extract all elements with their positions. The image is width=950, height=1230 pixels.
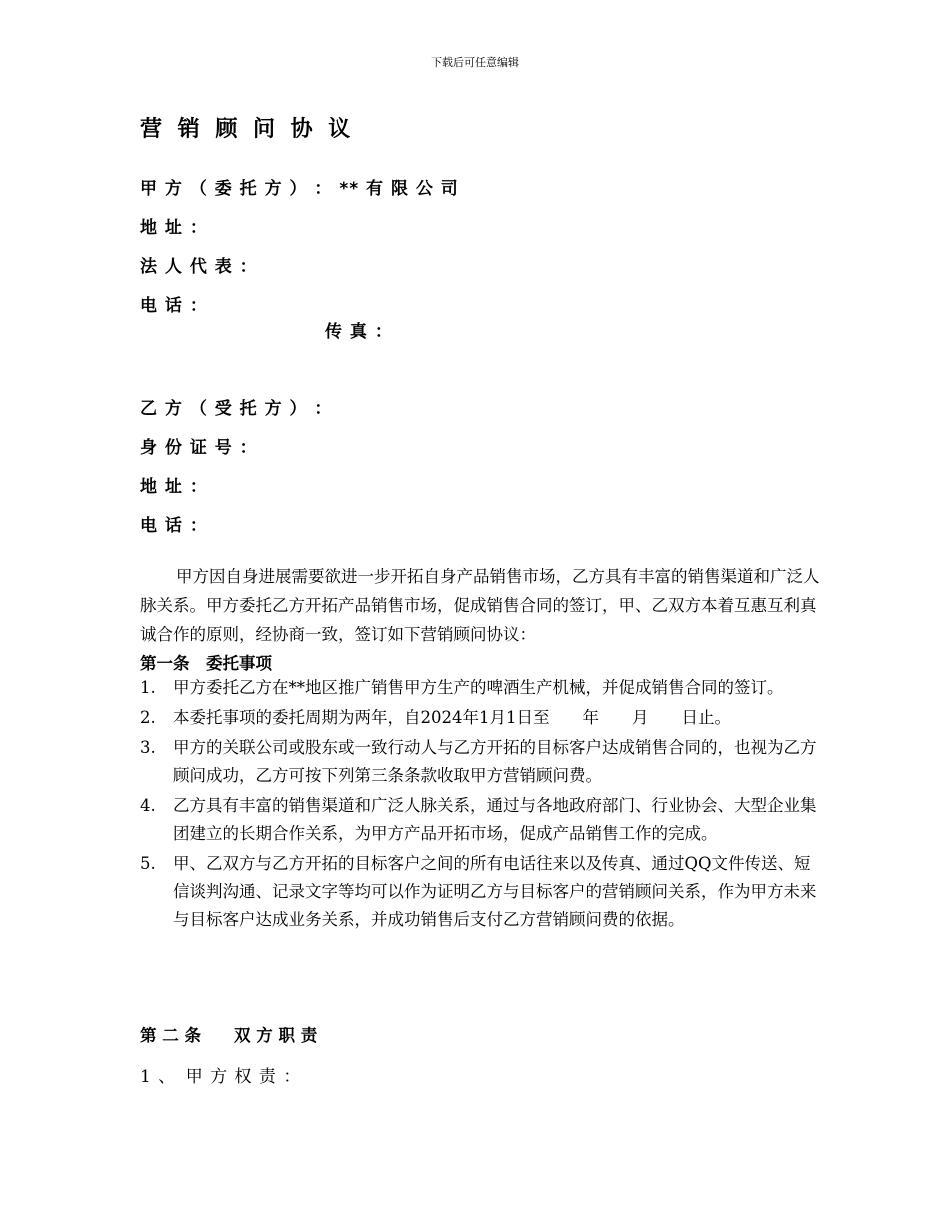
list-item-text: 乙方具有丰富的销售渠道和广泛人脉关系，通过与各地政府部门、行业协会、大型企业集团建立的长期合作关系，为甲方产品开拓市场，促成产品销售工作的完成。 — [173, 796, 817, 843]
list-item-number: 4. — [140, 796, 156, 815]
list-item-number: 5. — [140, 854, 156, 873]
party-a-name: 甲 方 （ 委 托 方 ） ： ** 有 限 公 司 — [140, 179, 459, 199]
list-item — [140, 792, 820, 848]
list-item-number: 2. — [140, 708, 156, 727]
list-item-number: 3. — [140, 738, 156, 757]
party-b-address: 地 址 ： — [140, 477, 208, 497]
list-item-text: 本委托事项的委托周期为两年，自2024年1月1日至 年 月 日止。 — [173, 708, 731, 727]
header-note: 下载后可任意编辑 — [431, 56, 519, 69]
article2-heading: 第 二 条 双 方 职 责 — [140, 1026, 318, 1045]
list-item-text: 甲方的关联公司或股东或一致行动人与乙方开拓的目标客户达成销售合同的，也视为乙方顾问成功，乙方可按下列第三条条款收取甲方营销顾问费。 — [173, 738, 817, 785]
party-b-name: 乙 方 （ 受 托 方 ） ： — [140, 399, 333, 419]
list-item-number: 1. — [140, 678, 156, 697]
article1-list — [140, 674, 820, 936]
list-item — [140, 850, 820, 934]
list-item — [140, 734, 820, 790]
list-item-text: 甲、乙双方与乙方开拓的目标客户之间的所有电话往来以及传真、通过QQ文件传送、短信谈判沟通、记录文字等均可以作为证明乙方与目标客户的营销顾问关系，作为甲方未来与目标客户达成业务关系，并成功销售后支付乙方营销顾问费的依据。 — [173, 854, 817, 929]
intro-paragraph — [140, 562, 820, 649]
party-b-id-no: 身 份 证 号 ： — [140, 438, 258, 458]
party-a-fax: 传 真 ： — [325, 322, 393, 342]
list-item-text: 甲方委托乙方在**地区推广销售甲方生产的啤酒生产机械，并促成销售合同的签订。 — [173, 678, 784, 697]
document-title: 营 销 顾 问 协 议 — [140, 117, 355, 142]
list-item — [140, 704, 820, 732]
party-a-legal-rep: 法 人 代 表 ： — [140, 257, 258, 277]
intro-text: 甲方因自身进展需要欲进一步开拓自身产品销售市场，乙方具有丰富的销售渠道和广泛人脉关系。甲方委托乙方开拓产品销售市场，促成销售合同的签订，甲、乙双方本着互惠互利真诚合作的原则，经协商一致，签订如下营销顾问协议： — [140, 567, 820, 644]
article2-sub1: 1 、 甲 方 权 责 ： — [140, 1067, 302, 1087]
list-item — [140, 674, 820, 702]
article1-heading: 第一条 委托事项 — [140, 654, 272, 673]
party-a-phone: 电 话 ： — [140, 296, 208, 316]
party-a-address: 地 址 ： — [140, 218, 208, 238]
party-b-phone: 电 话 ： — [140, 516, 208, 536]
